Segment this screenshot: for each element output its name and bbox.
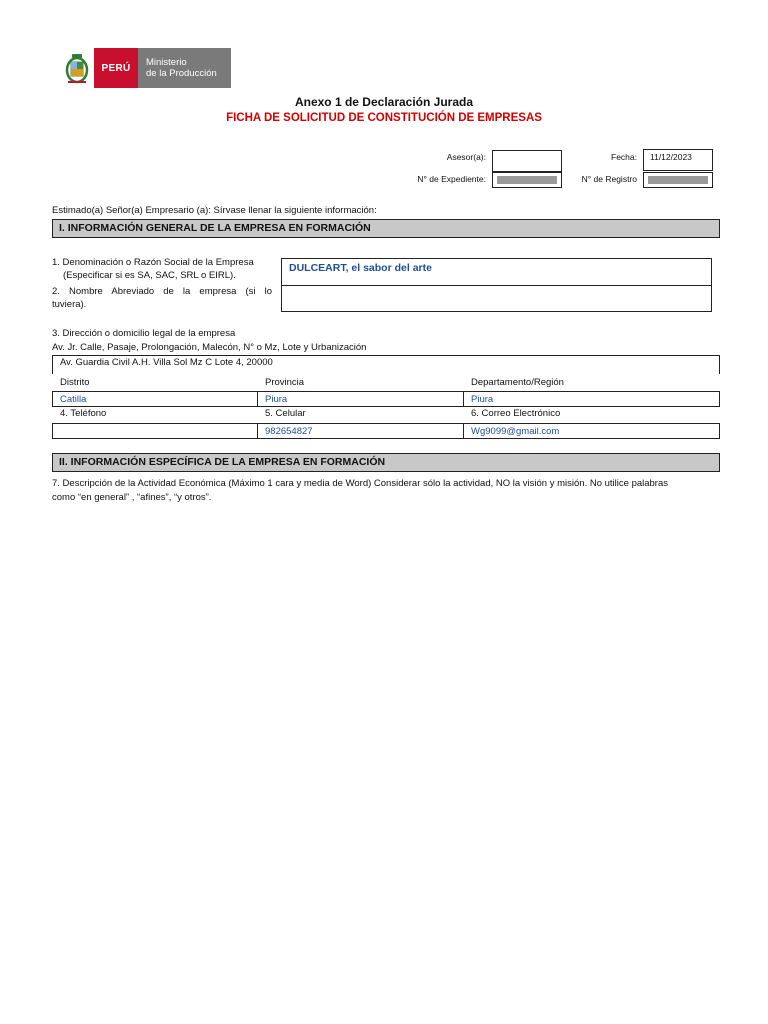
provincia-field[interactable] [258, 392, 464, 407]
coat-of-arms-icon [60, 48, 94, 88]
telefono-field[interactable] [53, 424, 258, 439]
ministerio-logo [60, 48, 231, 88]
provincia-value: Piura [265, 393, 288, 405]
question-2-line2: tuviera). [52, 299, 87, 310]
departamento-field[interactable] [464, 392, 720, 407]
fecha-label: Fecha: [611, 152, 637, 162]
registro-label: N° de Registro [581, 174, 637, 184]
registro-field[interactable] [643, 172, 713, 188]
nombre-abreviado-field[interactable] [281, 285, 712, 312]
expediente-field[interactable] [492, 172, 562, 188]
document-subtitle: FICHA DE SOLICITUD DE CONSTITUCIÓN DE EMPRESAS [226, 112, 542, 124]
address-value: Av. Guardia Civil A.H. Villa Sol Mz C Lote 4, 20000 [60, 357, 273, 368]
ministerio-badge [138, 48, 231, 88]
celular-field[interactable] [258, 424, 464, 439]
razon-social-field[interactable] [281, 258, 712, 286]
expediente-redacted [497, 176, 557, 184]
question-1-label [52, 256, 272, 282]
distrito-value: Catilla [60, 393, 87, 405]
expediente-label: N° de Expediente: [417, 174, 486, 184]
asesor-label: Asesor(a): [446, 152, 486, 162]
document-title: Anexo 1 de Declaración Jurada [294, 95, 474, 109]
question-2-label [52, 285, 272, 311]
intro-text: Estimado(a) Señor(a) Empresario (a): Sírvase llenar la siguiente información: [52, 205, 377, 216]
razon-social-value: DULCEART, el sabor del arte [289, 262, 432, 274]
celular-label: 5. Celular [265, 408, 306, 419]
celular-value: 982654827 [265, 425, 313, 437]
asesor-field[interactable] [492, 150, 562, 172]
fecha-field[interactable] [643, 149, 713, 171]
section-1-header: I. INFORMACIÓN GENERAL DE LA EMPRESA EN FORMACIÓN [52, 219, 720, 238]
question-3-line1: 3. Dirección o domicilio legal de la empresa [52, 328, 236, 339]
telefono-label: 4. Teléfono [60, 408, 107, 419]
departamento-value: Piura [471, 393, 494, 405]
distrito-field[interactable] [53, 392, 258, 407]
address-field[interactable] [52, 355, 720, 374]
distrito-label: Distrito [60, 377, 90, 388]
question-1-line1: 1. Denominación o Razón Social de la Empresa [52, 257, 254, 268]
question-7-line2: como “en general” , “afines”, “y otros”. [52, 492, 212, 503]
provincia-label: Provincia [265, 377, 305, 388]
location-table [52, 391, 720, 407]
question-3-line2: Av. Jr. Calle, Pasaje, Prolongación, Malecón, N° o Mz, Lote y Urbanización [52, 342, 367, 353]
correo-label: 6. Correo Electrónico [471, 408, 561, 419]
section-2-header: II. INFORMACIÓN ESPECÍFICA DE LA EMPRESA EN FORMACIÓN [52, 453, 720, 472]
ministerio-line2: de la Producción [146, 68, 217, 79]
contact-table [52, 423, 720, 439]
departamento-label: Departamento/Región [471, 377, 564, 388]
question-7-line1: 7. Descripción de la Actividad Económica (Máximo 1 cara y media de Word) Considerar sólo la actividad, NO la visión y misión. No utilice palabras [52, 478, 669, 489]
question-1-line2: (Especificar si es SA, SAC, SRL o EIRL). [63, 270, 236, 281]
peru-label: PERÚ [101, 62, 131, 74]
correo-field[interactable] [464, 424, 720, 439]
registro-redacted [648, 176, 708, 184]
question-2-line1: 2. Nombre Abreviado de la empresa (si lo [52, 286, 272, 297]
correo-value: Wg9099@gmail.com [471, 425, 560, 437]
ministerio-line1: Ministerio [146, 57, 187, 68]
peru-badge [94, 48, 138, 88]
fecha-value: 11/12/2023 [650, 152, 692, 162]
